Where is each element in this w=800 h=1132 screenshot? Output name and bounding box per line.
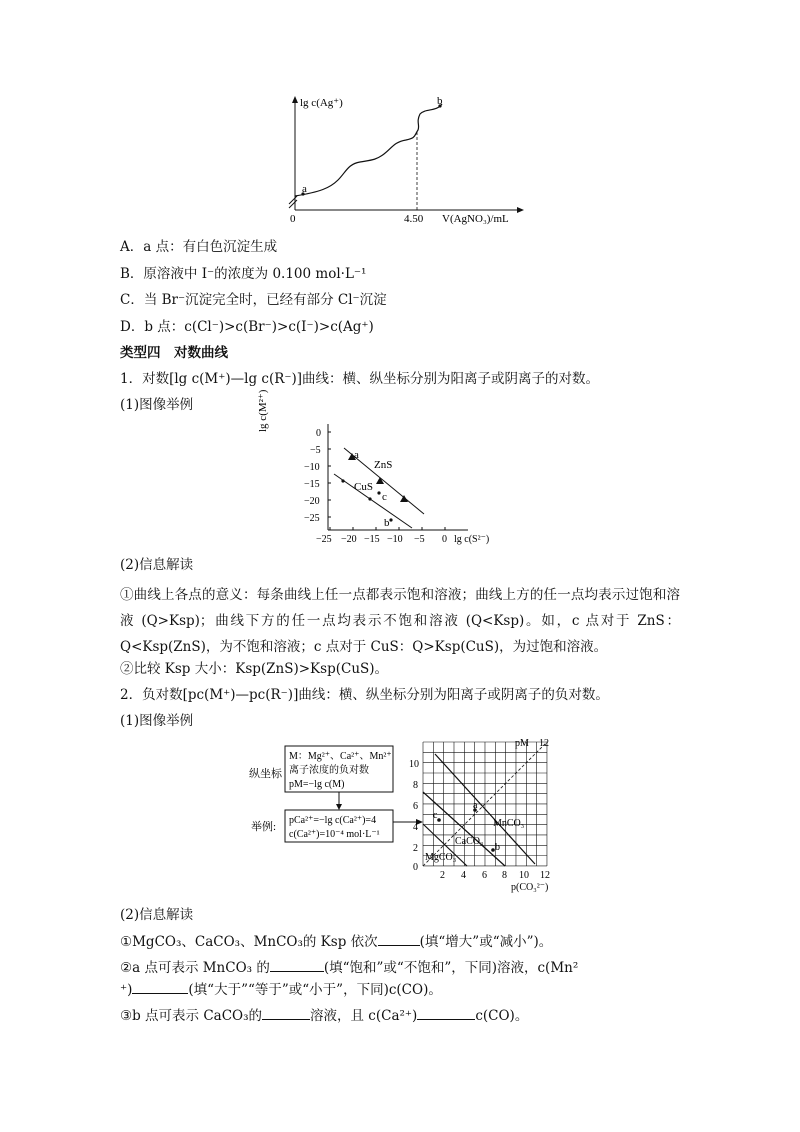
part2-heading: 2．负对数[pc(M⁺)—pc(R⁻)]曲线：横、纵坐标分别为阳离子或阴离子的负对数。	[120, 687, 609, 703]
cus-label: CuS	[354, 481, 373, 493]
definition-line-2: 离子浓度的负对数	[289, 765, 369, 776]
definition-line-1: M：Mg²⁺、Ca²⁺、Mn²⁺	[289, 751, 392, 762]
x-tick-label: −5	[414, 534, 425, 545]
pm-axis-label: pM	[515, 738, 529, 749]
x-tick-label: 2	[440, 870, 445, 881]
x-tick-label: 10	[519, 870, 529, 881]
question-3-text: ③b 点可表示 CaCO₃的	[120, 1008, 263, 1024]
question-2-text: ②a 点可表示 MnCO₃ 的	[120, 960, 270, 976]
question-3	[120, 1006, 528, 1025]
question-2	[120, 958, 578, 977]
answer-blank[interactable]	[417, 1006, 475, 1020]
point-a-label: a	[354, 449, 359, 461]
answer-blank[interactable]	[132, 980, 188, 994]
x-tick-label: 0	[442, 534, 447, 545]
point-c-marker	[377, 491, 380, 494]
x-tick-label: 8	[502, 870, 507, 881]
part1-paragraph-2: ②比较 Ksp 大小：Ksp(ZnS)>Ksp(CuS)。	[120, 661, 389, 677]
option-a: A．a 点：有白色沉淀生成	[120, 239, 278, 255]
part2-example-label: (1)图像举例	[120, 713, 194, 729]
x-axis-label: V(AgNO₃)/mL	[442, 213, 509, 225]
question-1-text: ①MgCO₃、CaCO₃、MnCO₃的 Ksp 依次	[120, 934, 378, 950]
log-curve-figure	[257, 389, 520, 548]
y-axis-arrow	[292, 96, 298, 103]
example-label: 举例:	[251, 821, 277, 833]
section-title: 类型四 对数曲线	[120, 345, 228, 361]
point-b-label: b	[384, 517, 390, 529]
y-tick-label: −20	[304, 496, 320, 507]
part1-paragraph-1: ①曲线上各点的意义：每条曲线上任一点都表示饱和溶液；曲线上方的任一点均表示过饱和溶液 (Q>Ksp)；曲线下方的任一点均表示不饱和溶液 (Q<Ksp)。如，c 点对于 ZnS：Q<Ksp(ZnS)，为不饱和溶液；c 点对于 CuS：Q>Ksp(CuS)，为过饱和溶液。	[120, 587, 680, 655]
part1-example-label: (1)图像举例	[120, 397, 194, 413]
question-1-suffix: (填“增大”或“减小”)。	[419, 934, 553, 950]
question-3-end: c(CO)。	[475, 1008, 529, 1024]
negative-log-figure	[245, 734, 575, 894]
titration-curve-figure	[280, 92, 540, 228]
y-tick-label: 8	[413, 780, 418, 791]
origin-label: 0	[290, 213, 296, 225]
point-b-marker	[389, 518, 392, 521]
x-axis-label: p(CO₃²⁻)	[511, 882, 549, 893]
cus-marker	[341, 479, 344, 482]
zns-marker	[400, 495, 408, 502]
y-tick-label: 10	[409, 759, 419, 770]
question-2-start: ⁺)	[120, 982, 133, 998]
x-tick-label: 4.50	[404, 213, 424, 225]
point-a-label: a	[302, 183, 307, 195]
mnco3-label: MnCO₃	[493, 818, 525, 829]
zns-label: ZnS	[374, 459, 393, 471]
x-tick-label: −20	[341, 534, 357, 545]
x-axis-label: lg c(S²⁻)	[454, 534, 490, 545]
question-2-mid: (填“饱和”或“不饱和”，下同)溶液，c(Mn²	[323, 960, 579, 976]
question-2-end: (填“大于”“等于”或“小于”，下同)c(CO)。	[188, 982, 442, 998]
point-c-label: c	[433, 810, 438, 821]
y-tick-label: 12	[539, 738, 549, 749]
y-tick-label: −15	[304, 479, 320, 490]
x-tick-label: −15	[364, 534, 380, 545]
option-c: C．当 Br⁻沉淀完全时，已经有部分 Cl⁻沉淀	[120, 292, 387, 308]
question-1	[120, 932, 552, 951]
question-3-mid: 溶液，且 c(Ca²⁺)	[310, 1008, 418, 1024]
y-tick-label: 4	[413, 822, 418, 833]
y-tick-label: −5	[310, 445, 321, 456]
question-2-continued	[120, 980, 442, 999]
caco3-label: CaCO₃	[455, 836, 484, 847]
example-line-2: c(Ca²⁺)=10⁻⁴ mol·L⁻¹	[289, 829, 380, 840]
y-tick-label: 6	[413, 801, 418, 812]
y-axis-label: lg c(M²⁺)	[257, 389, 269, 432]
point-c-label: c	[382, 491, 387, 503]
point-b-label: b	[495, 842, 500, 853]
answer-blank[interactable]	[378, 932, 420, 946]
part1-heading: 1．对数[lg c(M⁺)—lg c(R⁻)]曲线：横、纵坐标分别为阳离子或阴离子的对数。	[120, 371, 600, 387]
answer-blank[interactable]	[270, 958, 324, 972]
axis-break-mark	[289, 196, 297, 204]
cus-line	[334, 474, 412, 528]
point-c-marker	[437, 818, 441, 822]
axis-break-mark	[289, 200, 297, 208]
y-axis-label: lg c(Ag⁺)	[300, 97, 343, 109]
definition-line-3: pM=−lg c(M)	[289, 779, 345, 790]
x-tick-label: −10	[387, 534, 403, 545]
cus-marker	[368, 497, 371, 500]
x-axis-arrow	[517, 207, 524, 213]
mgco3-label: MgCO₃	[425, 852, 457, 863]
y-tick-label: 0	[413, 862, 418, 873]
ordinate-label: 纵坐标	[249, 768, 282, 780]
y-tick-label: 0	[316, 428, 321, 439]
y-tick-label: −10	[304, 462, 320, 473]
point-b-label: b	[437, 95, 443, 107]
option-b: B．原溶液中 I⁻的浓度为 0.100 mol·L⁻¹	[120, 266, 367, 282]
part2-reading-label: (2)信息解读	[120, 907, 194, 923]
point-a-label: a	[473, 800, 478, 811]
example-line-1: pCa²⁺=−lg c(Ca²⁺)=4	[289, 815, 377, 826]
connector-arrowhead	[336, 804, 342, 810]
part1-reading-label: (2)信息解读	[120, 557, 194, 573]
x-tick-label: 4	[461, 870, 466, 881]
x-tick-label: 12	[540, 870, 550, 881]
option-d: D．b 点：c(Cl⁻)>c(Br⁻)>c(I⁻)>c(Ag⁺)	[120, 319, 374, 335]
answer-blank[interactable]	[262, 1006, 310, 1020]
x-tick-label: 6	[482, 870, 487, 881]
y-tick-label: 2	[413, 843, 418, 854]
x-tick-label: −25	[316, 534, 332, 545]
y-tick-label: −25	[304, 513, 320, 524]
titration-curve	[295, 104, 442, 196]
